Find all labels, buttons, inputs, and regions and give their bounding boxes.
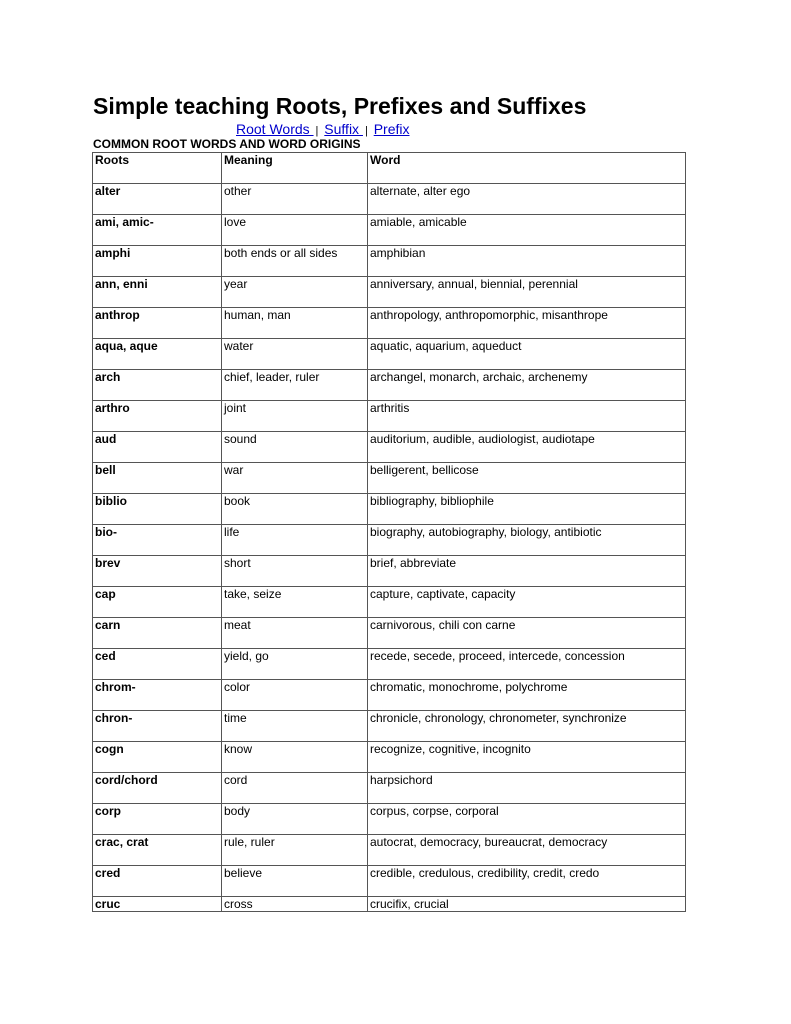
word-cell: aquatic, aquarium, aqueduct — [368, 339, 686, 370]
meaning-cell: joint — [222, 401, 368, 432]
table-row — [93, 370, 686, 401]
root-cell: arch — [93, 370, 222, 401]
word-cell: arthritis — [368, 401, 686, 432]
table-row — [93, 432, 686, 463]
root-cell: anthrop — [93, 308, 222, 339]
page-title: Simple teaching Roots, Prefixes and Suffixes — [93, 93, 587, 119]
root-cell: cogn — [93, 742, 222, 773]
table-row — [93, 277, 686, 308]
word-cell: amiable, amicable — [368, 215, 686, 246]
suffix-link[interactable]: Suffix — [324, 121, 363, 137]
table-row — [93, 215, 686, 246]
word-cell: anniversary, annual, biennial, perennial — [368, 277, 686, 308]
word-cell: biography, autobiography, biology, antibiotic — [368, 525, 686, 556]
word-cell: recognize, cognitive, incognito — [368, 742, 686, 773]
word-cell: crucifix, crucial — [368, 897, 686, 912]
root-cell: aqua, aque — [93, 339, 222, 370]
word-cell: credible, credulous, credibility, credit, credo — [368, 866, 686, 897]
table-row — [93, 556, 686, 587]
section-heading: COMMON ROOT WORDS AND WORD ORIGINS — [93, 137, 361, 151]
table-row — [93, 525, 686, 556]
word-cell: amphibian — [368, 246, 686, 277]
root-cell: cred — [93, 866, 222, 897]
word-cell: carnivorous, chili con carne — [368, 618, 686, 649]
header-word: Word — [368, 153, 686, 184]
root-cell: chrom- — [93, 680, 222, 711]
word-cell: chromatic, monochrome, polychrome — [368, 680, 686, 711]
root-cell: ced — [93, 649, 222, 680]
meaning-cell: book — [222, 494, 368, 525]
table-row — [93, 835, 686, 866]
word-cell: anthropology, anthropomorphic, misanthrope — [368, 308, 686, 339]
word-cell: autocrat, democracy, bureaucrat, democracy — [368, 835, 686, 866]
prefix-link[interactable]: Prefix — [373, 121, 410, 137]
meaning-cell: human, man — [222, 308, 368, 339]
meaning-cell: short — [222, 556, 368, 587]
root-words-table — [92, 152, 686, 912]
meaning-cell: color — [222, 680, 368, 711]
table-row — [93, 649, 686, 680]
table-row — [93, 773, 686, 804]
table-row — [93, 463, 686, 494]
meaning-cell: take, seize — [222, 587, 368, 618]
root-cell: chron- — [93, 711, 222, 742]
table-header-row — [93, 153, 686, 184]
word-cell: belligerent, bellicose — [368, 463, 686, 494]
meaning-cell: sound — [222, 432, 368, 463]
root-cell: brev — [93, 556, 222, 587]
meaning-cell: time — [222, 711, 368, 742]
root-cell: amphi — [93, 246, 222, 277]
header-meaning: Meaning — [222, 153, 368, 184]
table-row — [93, 618, 686, 649]
table-row — [93, 339, 686, 370]
meaning-cell: body — [222, 804, 368, 835]
word-cell: bibliography, bibliophile — [368, 494, 686, 525]
meaning-cell: yield, go — [222, 649, 368, 680]
meaning-cell: other — [222, 184, 368, 215]
root-words-link[interactable]: Root Words — [236, 121, 314, 137]
root-cell: bio- — [93, 525, 222, 556]
meaning-cell: chief, leader, ruler — [222, 370, 368, 401]
meaning-cell: year — [222, 277, 368, 308]
nav-separator: | — [364, 125, 368, 137]
table-row — [93, 401, 686, 432]
meaning-cell: cord — [222, 773, 368, 804]
meaning-cell: believe — [222, 866, 368, 897]
word-cell: brief, abbreviate — [368, 556, 686, 587]
table-row — [93, 711, 686, 742]
table-row — [93, 494, 686, 525]
word-cell: chronicle, chronology, chronometer, synchronize — [368, 711, 686, 742]
root-cell: cruc — [93, 897, 222, 912]
meaning-cell: rule, ruler — [222, 835, 368, 866]
table-row — [93, 246, 686, 277]
root-cell: cord/chord — [93, 773, 222, 804]
root-cell: ami, amic- — [93, 215, 222, 246]
table-row — [93, 680, 686, 711]
word-cell: harpsichord — [368, 773, 686, 804]
root-cell: biblio — [93, 494, 222, 525]
meaning-cell: meat — [222, 618, 368, 649]
word-cell: recede, secede, proceed, intercede, concession — [368, 649, 686, 680]
root-cell: ann, enni — [93, 277, 222, 308]
root-cell: corp — [93, 804, 222, 835]
meaning-cell: love — [222, 215, 368, 246]
meaning-cell: water — [222, 339, 368, 370]
meaning-cell: know — [222, 742, 368, 773]
word-cell: auditorium, audible, audiologist, audiotape — [368, 432, 686, 463]
header-roots: Roots — [93, 153, 222, 184]
table-row — [93, 184, 686, 215]
meaning-cell: cross — [222, 897, 368, 912]
table-row — [93, 866, 686, 897]
table-row — [93, 897, 686, 912]
root-cell: aud — [93, 432, 222, 463]
root-cell: bell — [93, 463, 222, 494]
meaning-cell: life — [222, 525, 368, 556]
table-row — [93, 587, 686, 618]
root-cell: arthro — [93, 401, 222, 432]
table-body — [93, 184, 686, 912]
table-row — [93, 742, 686, 773]
nav-separator: | — [315, 125, 319, 137]
root-cell: carn — [93, 618, 222, 649]
table-row — [93, 308, 686, 339]
meaning-cell: both ends or all sides — [222, 246, 368, 277]
table-row — [93, 804, 686, 835]
word-cell: capture, captivate, capacity — [368, 587, 686, 618]
root-cell: crac, crat — [93, 835, 222, 866]
word-cell: archangel, monarch, archaic, archenemy — [368, 370, 686, 401]
word-cell: alternate, alter ego — [368, 184, 686, 215]
word-cell: corpus, corpse, corporal — [368, 804, 686, 835]
meaning-cell: war — [222, 463, 368, 494]
root-cell: cap — [93, 587, 222, 618]
root-cell: alter — [93, 184, 222, 215]
